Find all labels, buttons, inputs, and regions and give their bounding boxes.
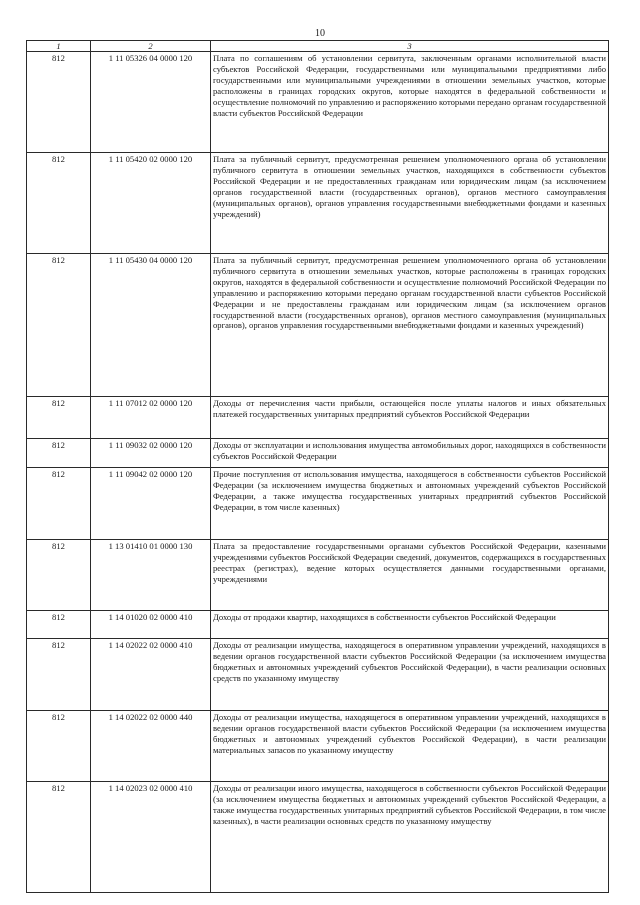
revenue-description-cell: Плата за публичный сервитут, предусмотренная решением уполномоченного органа об установлении публичного сервитута в отношении земельных участков, которые расположены в границах городских округов, находятся в федеральной собственности и осуществление полномочий Российской Федерации по управлению и распоряжению которыми передано органам государственной власти субъектов Российской Федерации и не предоставлены гражданам или юридическим лицам (за исключением органов государственной власти (государственных органов), органов местного самоуправления (муниципальных органов), органов управления государственными внебюджетными фондами и казенных учреждений) [211, 254, 609, 397]
revenue-description-cell: Доходы от реализации имущества, находящегося в оперативном управлении учреждений, находящихся в ведении органов государственной власти субъектов Российской Федерации (за исключением имущества бюджетных и автономных учреждений субъектов Российской Федерации), в части реализации материальных запасов по указанному имуществу [211, 711, 609, 782]
revenue-description-cell: Доходы от эксплуатации и использования имущества автомобильных дорог, находящихся в собственности субъектов Российской Федерации [211, 439, 609, 468]
revenue-code-cell: 1 14 01020 02 0000 410 [91, 611, 211, 639]
revenue-description-cell: Доходы от реализации имущества, находящегося в оперативном управлении учреждений, находящихся в ведении органов государственной власти субъектов Российской Федерации (за исключением имущества бюджетных и автономных учреждений субъектов Российской Федерации), в части реализации основных средств по указанному имуществу [211, 639, 609, 711]
table-row [27, 397, 609, 439]
revenue-description-cell: Доходы от реализации иного имущества, находящегося в собственности субъектов Российской Федерации (за исключением имущества бюджетных и автономных учреждений субъектов Российской Федерации, а также имущества государственных унитарных предприятий субъектов Российской Федерации, в том числе казенных), в части реализации основных средств по указанному имуществу [211, 782, 609, 893]
revenue-description-cell: Плата за публичный сервитут, предусмотренная решением уполномоченного органа об установлении публичного сервитута в отношении земельных участков, находящихся в собственности субъектов Российской Федерации и не предоставленных гражданам или юридическим лицам (за исключением органов государственной власти (государственных органов), органов местного самоуправления (муниципальных органов), органов управления государственными внебюджетными фондами и казенных учреждений) [211, 153, 609, 254]
revenue-code-cell: 1 13 01410 01 0000 130 [91, 540, 211, 611]
column-header-1: 1 [27, 41, 91, 52]
revenue-code-cell: 1 11 05420 02 0000 120 [91, 153, 211, 254]
admin-code-cell: 812 [27, 397, 91, 439]
revenue-description-cell: Доходы от перечисления части прибыли, остающейся после уплаты налогов и иных обязательных платежей государственных унитарных предприятий субъектов Российской Федерации [211, 397, 609, 439]
revenue-code-cell: 1 11 09032 02 0000 120 [91, 439, 211, 468]
page-number: 10 [315, 28, 325, 39]
revenue-description-cell: Доходы от продажи квартир, находящихся в собственности субъектов Российской Федерации [211, 611, 609, 639]
table-row [27, 639, 609, 711]
table-row [27, 153, 609, 254]
table-row [27, 540, 609, 611]
header-row [27, 41, 609, 52]
revenue-code-cell: 1 11 05430 04 0000 120 [91, 254, 211, 397]
admin-code-cell: 812 [27, 639, 91, 711]
revenue-description-cell: Плата за предоставление государственными органами субъектов Российской Федерации, казенными учреждениями субъектов Российской Федерации сведений, документов, содержащихся в государственных реестрах (регистрах), ведение которых осуществляется данными государственными органами, учреждениями [211, 540, 609, 611]
revenue-code-cell: 1 11 05326 04 0000 120 [91, 52, 211, 153]
table-row [27, 711, 609, 782]
revenue-code-cell: 1 14 02022 02 0000 440 [91, 711, 211, 782]
admin-code-cell: 812 [27, 468, 91, 540]
admin-code-cell: 812 [27, 153, 91, 254]
revenue-codes-table [26, 40, 609, 893]
admin-code-cell: 812 [27, 254, 91, 397]
table-row [27, 254, 609, 397]
admin-code-cell: 812 [27, 782, 91, 893]
table-row [27, 52, 609, 153]
revenue-code-cell: 1 11 07012 02 0000 120 [91, 397, 211, 439]
admin-code-cell: 812 [27, 611, 91, 639]
admin-code-cell: 812 [27, 711, 91, 782]
revenue-code-cell: 1 14 02023 02 0000 410 [91, 782, 211, 893]
table-row [27, 439, 609, 468]
revenue-description-cell: Плата по соглашениям об установлении сервитута, заключенным органами исполнительной власти субъектов Российской Федерации, государственными или муниципальными предприятиями либо государственными или муниципальными учреждениями в отношении земельных участков, которые расположены в границах городских округов, которые находятся в федеральной собственности и осуществление полномочий по управлению и распоряжению которыми передано органам государственной власти субъектов Российской Федерации [211, 52, 609, 153]
admin-code-cell: 812 [27, 439, 91, 468]
table-row [27, 782, 609, 893]
revenue-description-cell: Прочие поступления от использования имущества, находящегося в собственности субъектов Российской Федерации (за исключением имущества бюджетных и автономных учреждений субъектов Российской Федерации, а также имущества государственных унитарных предприятий субъектов Российской Федерации, в том числе казенных) [211, 468, 609, 540]
admin-code-cell: 812 [27, 52, 91, 153]
revenue-code-cell: 1 11 09042 02 0000 120 [91, 468, 211, 540]
table-row [27, 611, 609, 639]
revenue-code-cell: 1 14 02022 02 0000 410 [91, 639, 211, 711]
table-row [27, 468, 609, 540]
column-header-2: 2 [91, 41, 211, 52]
column-header-3: 3 [211, 41, 609, 52]
admin-code-cell: 812 [27, 540, 91, 611]
